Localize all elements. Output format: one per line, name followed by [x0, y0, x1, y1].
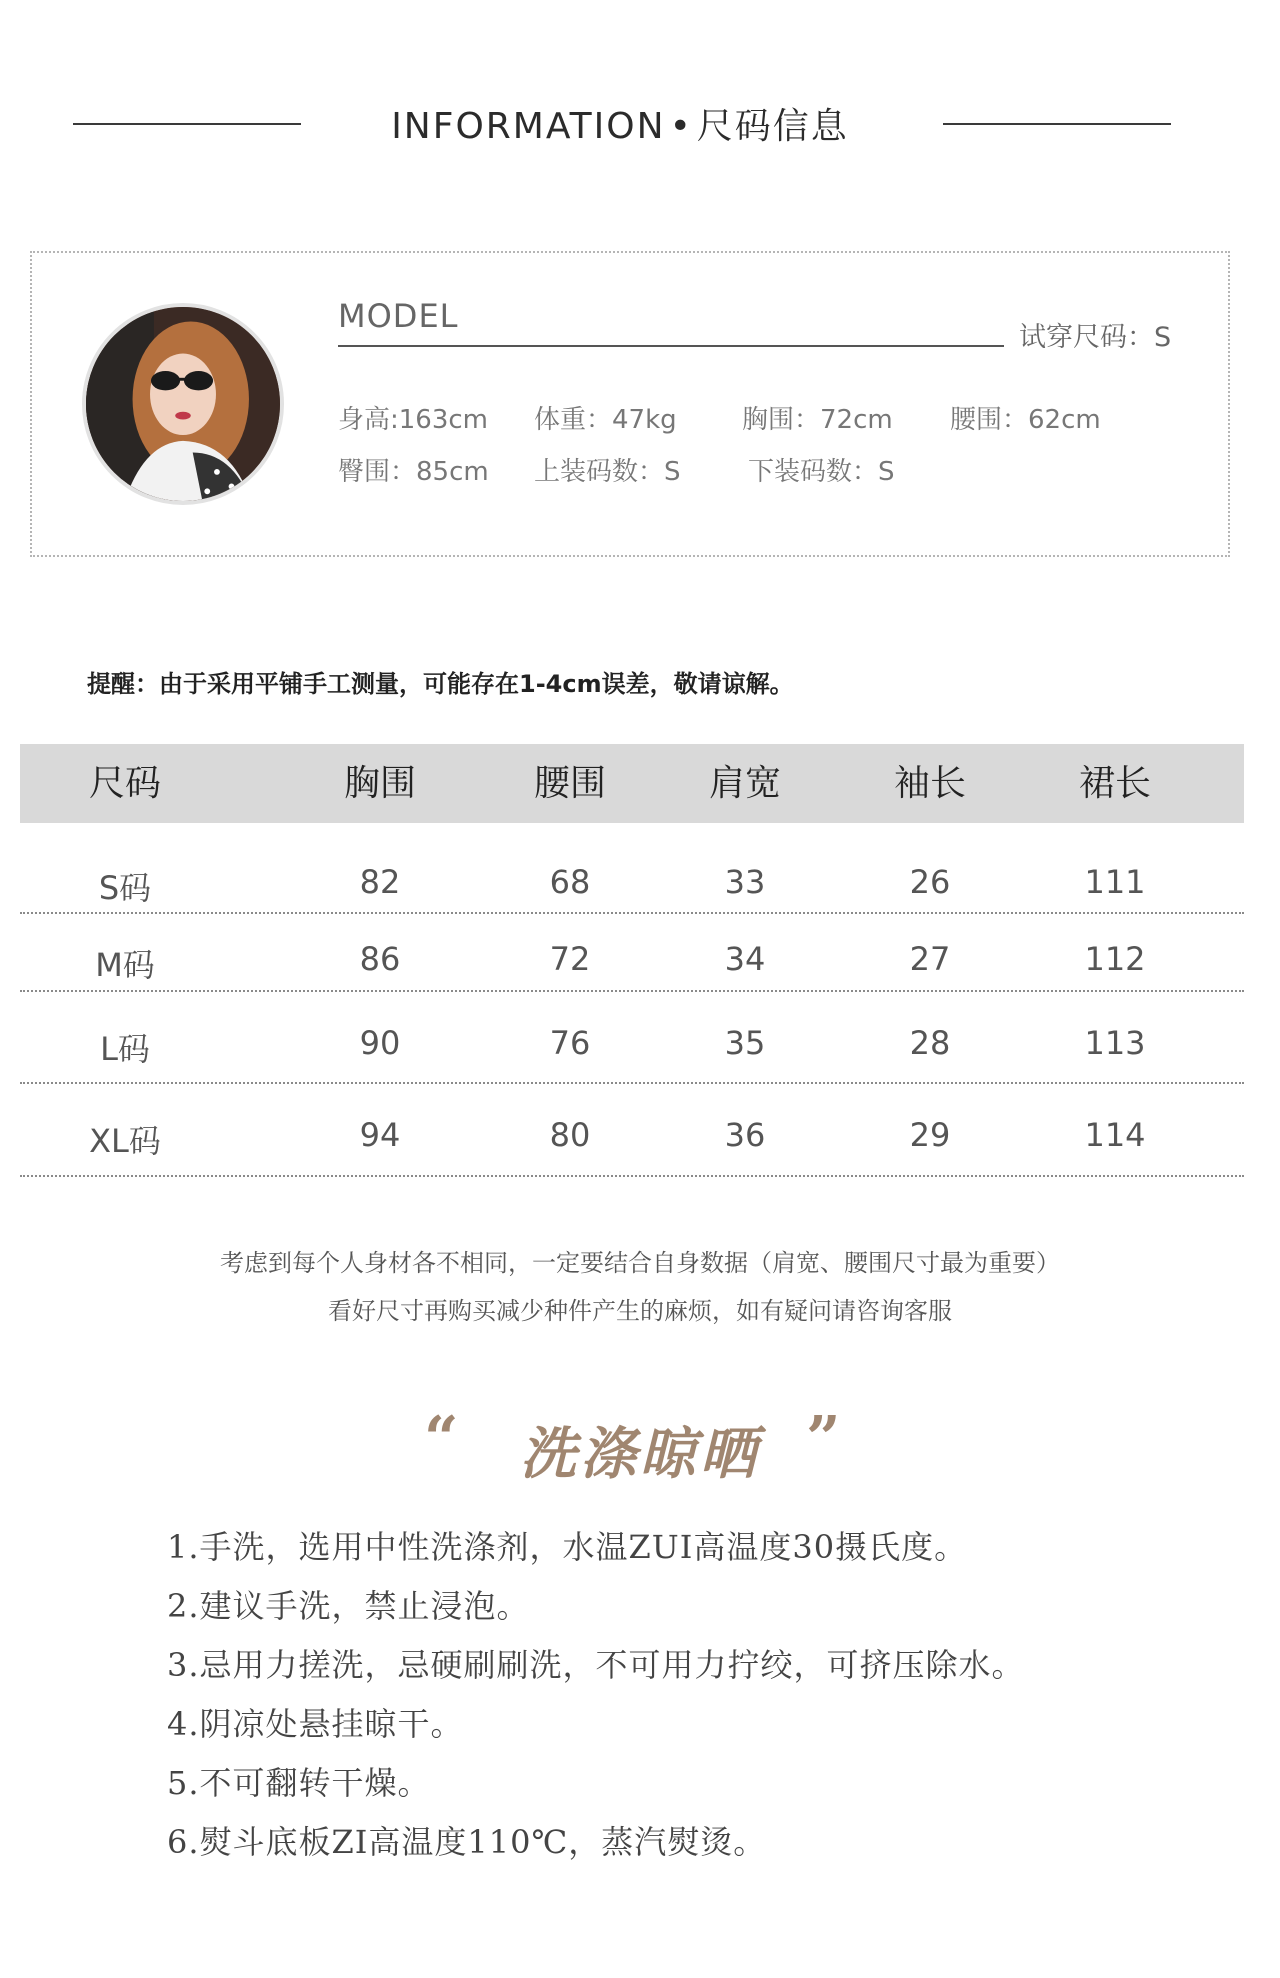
table-cell: 36 — [724, 1116, 766, 1154]
section-header — [0, 98, 1280, 158]
table-cell: 26 — [909, 863, 951, 901]
size-table-header — [20, 744, 1244, 823]
open-quote-icon: “ — [424, 1404, 459, 1474]
table-cell: 68 — [549, 863, 591, 901]
table-cell: 72 — [549, 940, 591, 978]
table-cell: 80 — [549, 1116, 591, 1154]
model-label: MODEL — [338, 297, 459, 335]
column-header: 袖长 — [893, 763, 966, 804]
table-cell: 94 — [359, 1116, 401, 1154]
table-cell: 112 — [1084, 940, 1146, 978]
table-cell: S码 — [98, 869, 152, 907]
list-item: 5.不可翻转干燥。 — [167, 1764, 431, 1802]
table-cell: 76 — [549, 1024, 591, 1062]
header-dot: • — [669, 106, 693, 147]
column-header: 腰围 — [533, 763, 606, 804]
table-row — [20, 914, 1244, 992]
measurement-reminder: 提醒：由于采用平铺手工测量，可能存在1-4cm误差，敬请谅解。 — [87, 670, 794, 698]
column-header: 胸围 — [343, 763, 416, 804]
column-header: 裙长 — [1078, 763, 1151, 804]
table-cell: 33 — [724, 863, 766, 901]
header-divider-right — [943, 123, 1171, 125]
model-weight: 体重：47kg — [534, 405, 677, 435]
table-cell: 90 — [359, 1024, 401, 1062]
header-title — [300, 98, 940, 149]
size-note-line: 看好尺寸再购买减少种件产生的麻烦，如有疑问请咨询客服 — [328, 1297, 952, 1325]
table-cell: 111 — [1084, 863, 1146, 901]
header-title-zh: 尺码信息 — [696, 106, 849, 147]
list-item: 4.阴凉处悬挂晾干。 — [167, 1705, 464, 1743]
table-cell: 114 — [1084, 1116, 1146, 1154]
model-fit-size: 试穿尺码：S — [1019, 322, 1172, 353]
model-top-size: 上装码数：S — [534, 457, 681, 487]
size-note-line: 考虑到每个人身材各不相同，一定要结合自身数据（肩宽、腰围尺寸最为重要） — [220, 1249, 1060, 1277]
model-hip: 臀围：85cm — [338, 457, 489, 487]
list-item: 2.建议手洗，禁止浸泡。 — [167, 1587, 530, 1625]
table-cell: 35 — [724, 1024, 766, 1062]
table-cell: M码 — [95, 946, 155, 984]
table-cell: 29 — [909, 1116, 951, 1154]
list-item: 1.手洗，选用中性洗涤剂，水温ZUI高温度30摄氏度。 — [167, 1528, 968, 1566]
model-waist: 腰围：62cm — [950, 405, 1101, 435]
table-row — [20, 992, 1244, 1084]
care-instructions-list — [167, 1522, 1025, 1876]
header-title-en: INFORMATION — [391, 106, 666, 147]
table-cell: 113 — [1084, 1024, 1146, 1062]
table-row — [20, 823, 1244, 914]
list-item: 6.熨斗底板ZI高温度110℃，蒸汽熨烫。 — [167, 1823, 767, 1861]
column-header: 尺码 — [88, 763, 161, 804]
model-card — [30, 251, 1230, 557]
column-header: 肩宽 — [708, 763, 781, 804]
care-section-title — [0, 1404, 1280, 1487]
model-bottom-size: 下装码数：S — [748, 457, 895, 487]
size-table — [20, 744, 1244, 1177]
table-cell: 27 — [909, 940, 951, 978]
table-cell: XL码 — [89, 1122, 161, 1160]
care-title-text: 洗涤晾晒 — [520, 1422, 760, 1487]
table-cell: 86 — [359, 940, 401, 978]
model-bust: 胸围：72cm — [742, 405, 893, 435]
table-cell: 34 — [724, 940, 766, 978]
table-cell: 82 — [359, 863, 401, 901]
table-cell: L码 — [100, 1030, 150, 1068]
header-divider-left — [73, 123, 301, 125]
close-quote-icon: ” — [806, 1404, 841, 1474]
list-item: 3.忌用力搓洗，忌硬刷刷洗，不可用力拧绞，可挤压除水。 — [167, 1646, 1025, 1684]
model-underline — [338, 345, 1004, 347]
model-height: 身高:163cm — [338, 405, 489, 435]
table-cell: 28 — [909, 1024, 951, 1062]
model-photo-icon — [86, 307, 280, 501]
table-row — [20, 1084, 1244, 1177]
model-avatar — [82, 303, 284, 505]
